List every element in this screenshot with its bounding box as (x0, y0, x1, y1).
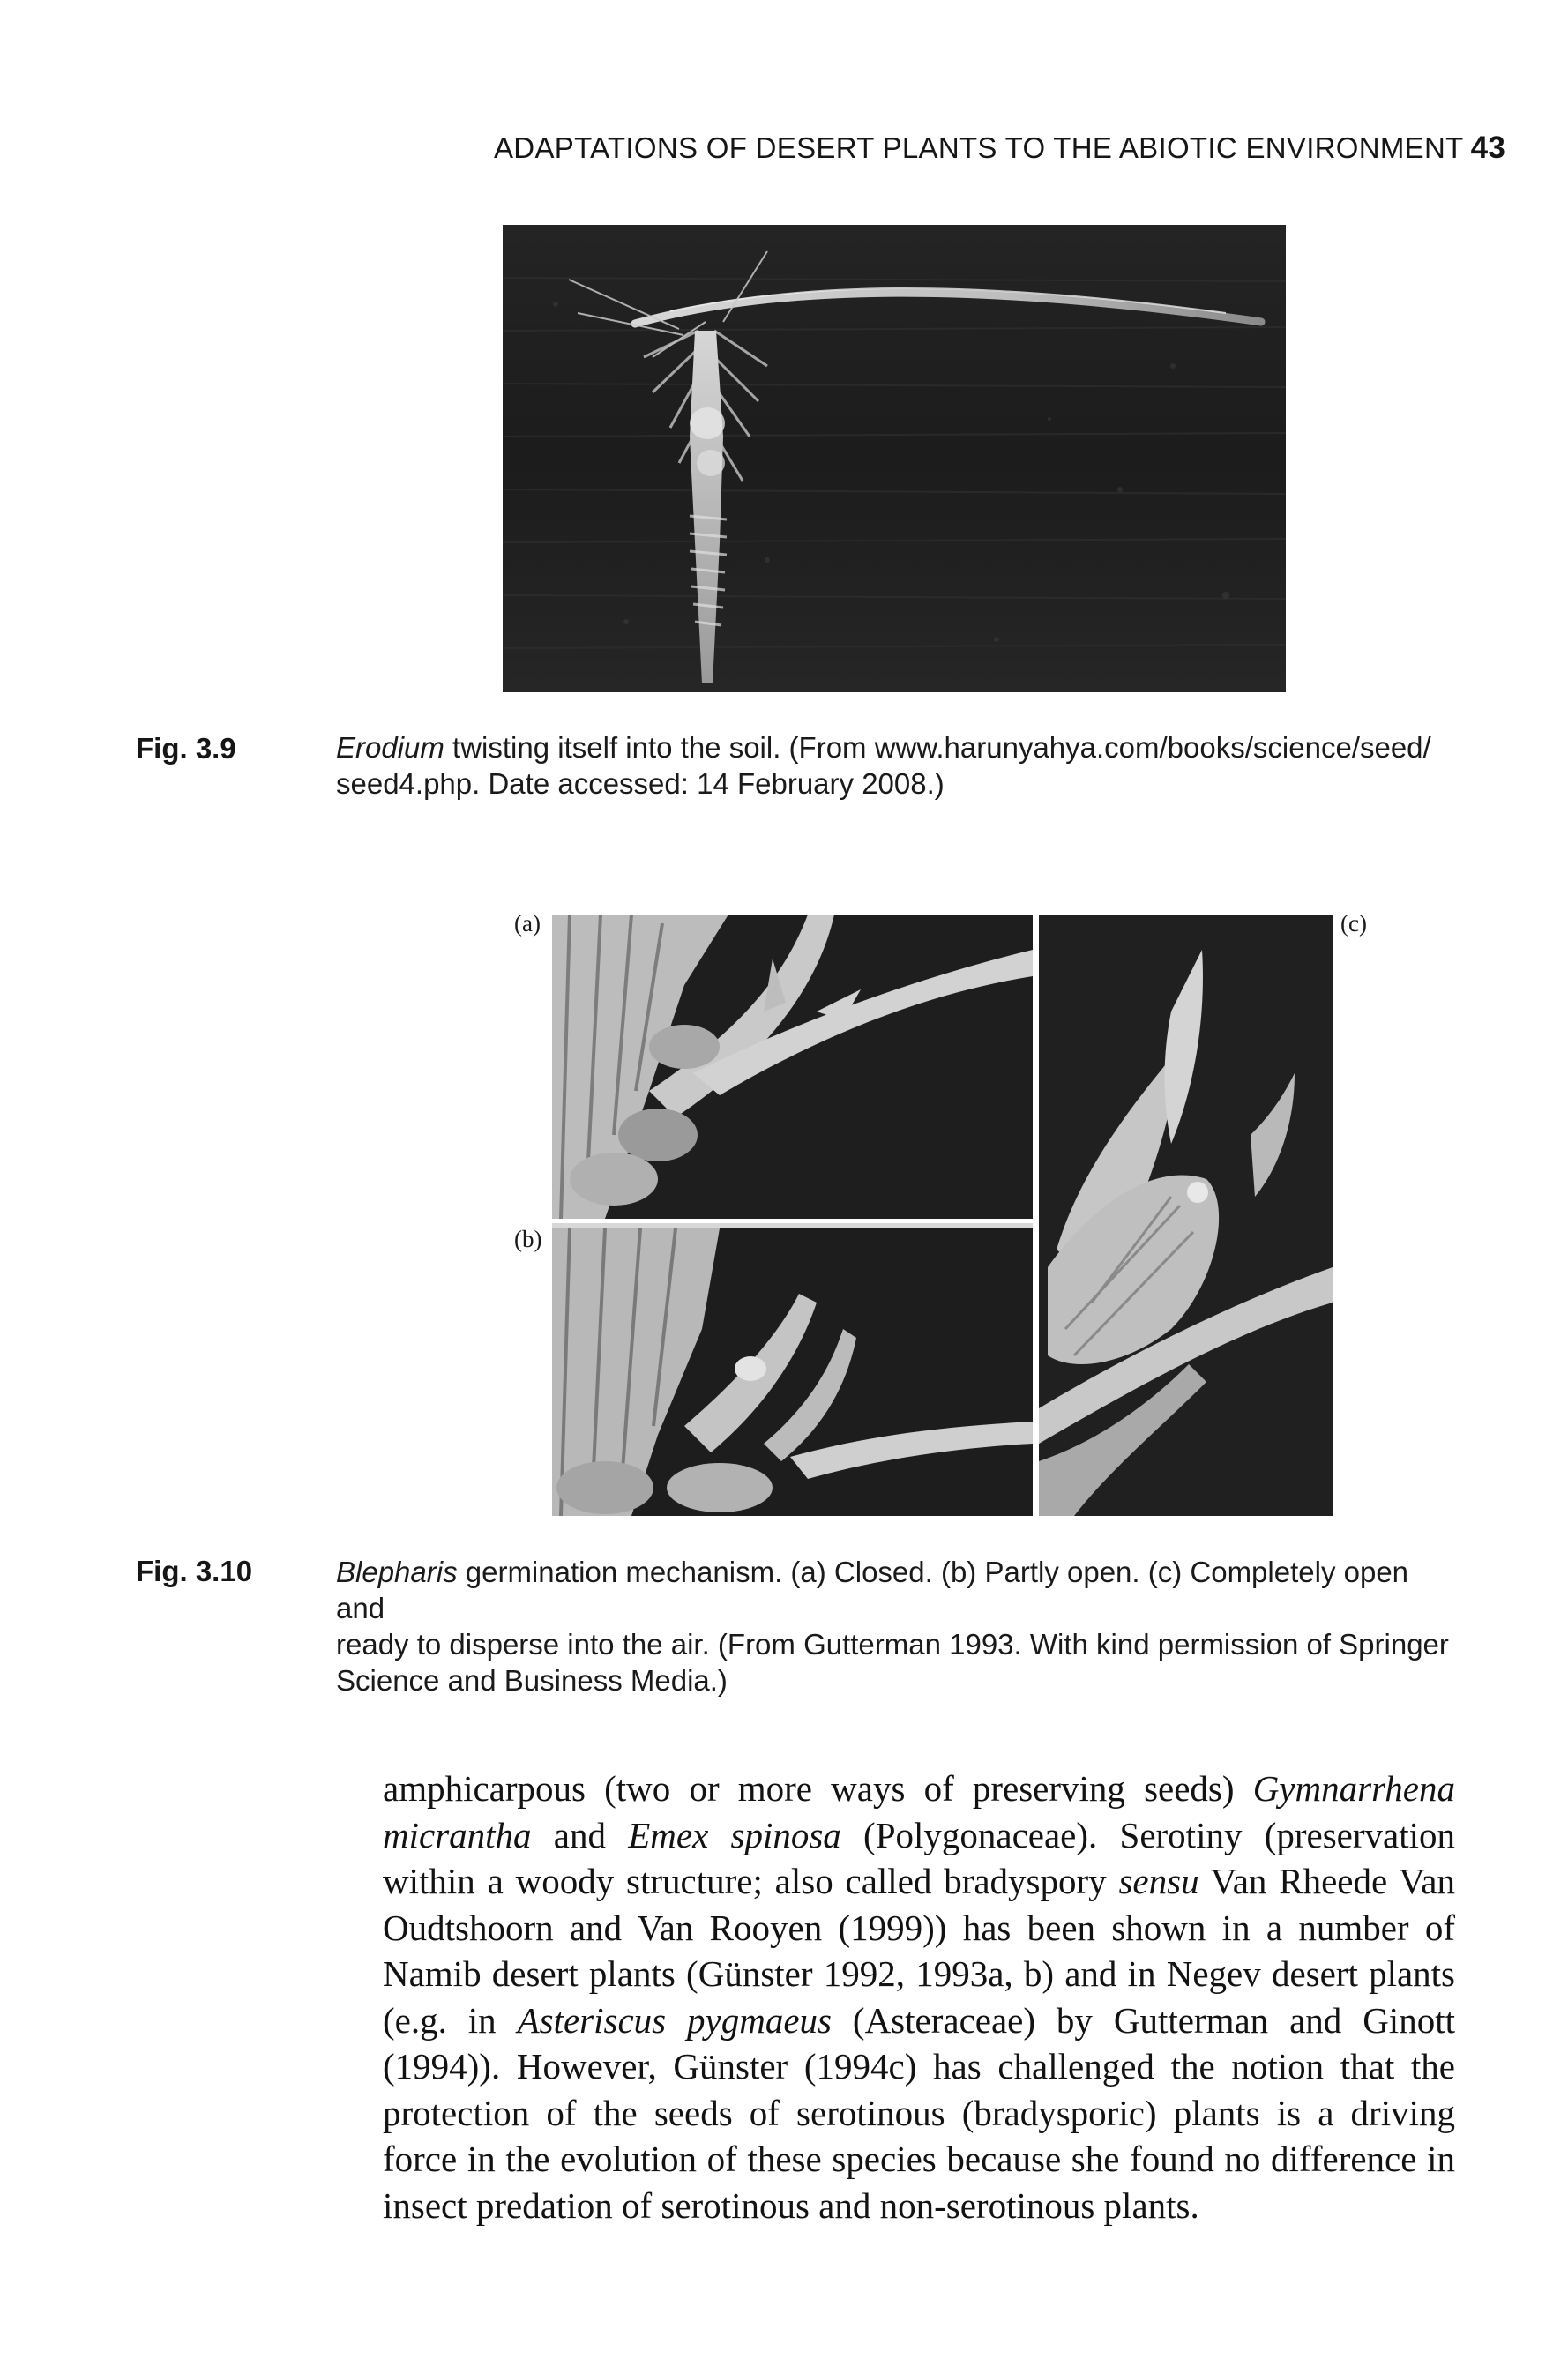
caption-line-1: twisting itself into the soil. (From www.harunyahya.com/books/science/seed/ (444, 731, 1431, 764)
figure-3-10-panel-b-photo (552, 1223, 1033, 1516)
caption-line-1: germination mechanism. (a) Closed. (b) Partly open. (c) Completely open and (336, 1556, 1409, 1624)
species-name: Gymnarrhena micrantha (383, 1768, 1455, 1855)
species-name: Asteriscus pygmaeus (517, 1999, 832, 2041)
caption-line-2: ready to disperse into the air. (From Gutterman 1993. With kind permission of Springer (336, 1628, 1449, 1661)
body-text-run: amphicarpous (two or more ways of preserving seeds) (383, 1768, 1253, 1809)
caption-genus-blepharis: Blepharis (336, 1556, 458, 1588)
figure-3-9-photo (503, 225, 1286, 692)
body-text-run: Van Rheede Van Oudtshoorn and Van Rooyen (1999)) has been shown in a number of Namib desert plants (Günster 1992, 1993a, b) and in Negev desert plants (e.g. in (383, 1861, 1455, 2041)
panel-label-b: (b) (514, 1226, 542, 1252)
caption-genus-erodium: Erodium (336, 731, 444, 764)
running-title: ADAPTATIONS OF DESERT PLANTS TO THE ABIOTIC ENVIRONMENT (494, 131, 1464, 164)
caption-line-3: Science and Business Media.) (336, 1664, 728, 1697)
body-text-run: (Polygonaceae). Serotiny (preservation within a woody structure; also called bradyspory (383, 1814, 1455, 1901)
body-paragraph (383, 1766, 1455, 2228)
figure-3-10-panel-c-photo (1039, 915, 1333, 1516)
panel-label-c: (c) (1340, 910, 1367, 937)
figure-3-10-label: Fig. 3.10 (136, 1555, 253, 1587)
figure-3-9-caption (336, 729, 1465, 802)
latin-term: sensu (1118, 1861, 1199, 1901)
body-text-run: (Asteraceae) by Gutterman and Ginott (1994)). However, Günster (1994c) has challenged the notion that the protection of the seeds of serotinous (bradysporic) plants is a driving force in the evolution of these species because she found no difference in insect predation of serotinous and non-serotinous plants. (383, 1999, 1455, 2226)
running-head (494, 131, 1506, 166)
body-text-run: and (531, 1814, 629, 1855)
figure-3-10-caption (336, 1554, 1465, 1698)
figure-3-9-label: Fig. 3.9 (136, 732, 236, 765)
figure-3-10-panel-a-photo (552, 915, 1033, 1219)
page-number: 43 (1470, 131, 1506, 165)
species-name: Emex spinosa (628, 1814, 841, 1855)
panel-label-a: (a) (514, 910, 541, 937)
caption-line-2: seed4.php. Date accessed: 14 February 2008.) (336, 767, 945, 800)
